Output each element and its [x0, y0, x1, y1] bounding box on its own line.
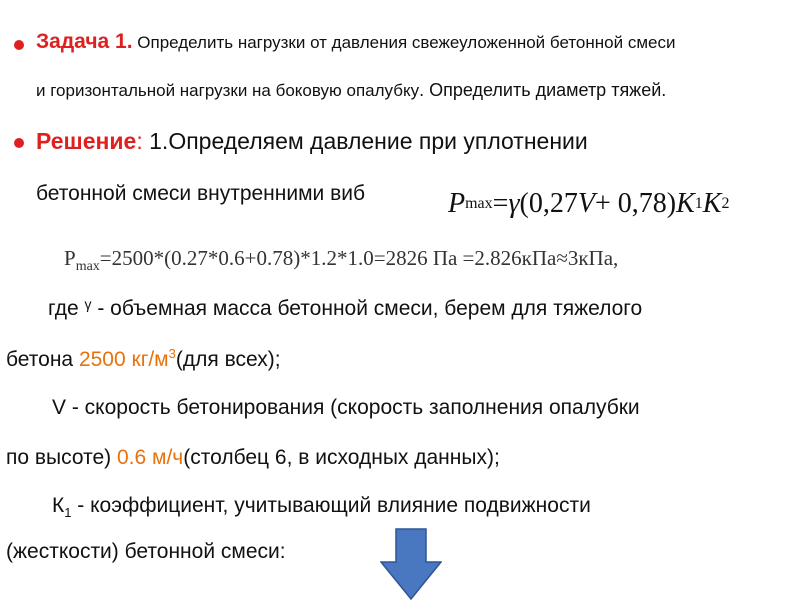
solution-line-1	[36, 128, 588, 155]
formula-gamma: γ	[508, 188, 520, 219]
k1-def-sub: 1	[64, 505, 72, 521]
down-arrow-icon	[380, 528, 442, 600]
v-def-2b: (столбец 6, в исходных данных);	[183, 446, 500, 469]
task-heading: Задача 1.	[36, 30, 133, 53]
formula-lhs: P	[448, 188, 466, 219]
formula-v: V	[577, 188, 595, 219]
solution-heading: Решение	[36, 128, 137, 154]
formula-k2: K	[702, 188, 722, 219]
formula-equals: =	[492, 188, 509, 219]
calc-prefix: P	[64, 246, 76, 270]
formula-k2-sub: 2	[721, 195, 730, 212]
v-def-1: V - скорость бетонирования (скорость заполнения опалубки	[52, 396, 640, 419]
k1-def-2: (жесткости) бетонной смеси:	[6, 540, 286, 563]
pressure-formula	[448, 178, 792, 230]
bullet-icon	[14, 138, 24, 148]
solution-text-1: 1.Определяем давление при уплотнении	[142, 128, 588, 154]
k1-def-a: К	[52, 494, 65, 517]
k1-definition-2	[6, 540, 286, 564]
gamma-value-sup: 3	[168, 346, 176, 361]
solution-line-2	[36, 182, 365, 206]
formula-close: + 0,78)	[594, 188, 677, 219]
v-definition-1	[52, 396, 640, 420]
gamma-def-2b: (для всех);	[175, 348, 281, 371]
calc-expression: =2500*(0.27*0.6+0.78)*1.2*1.0=2826 Па =2.826кПа≈3кПа,	[99, 246, 619, 270]
v-def-2a: по высоте)	[6, 446, 117, 469]
k1-def-b: - коэффициент, учитывающий влияние подвижности	[71, 494, 591, 517]
task-text-2a: и горизонтальной нагрузки на боковую опалубку	[36, 81, 420, 100]
task-line-1	[36, 30, 675, 54]
solution-text-2: бетонной смеси внутренними виб	[36, 182, 366, 205]
gamma-definition-1	[48, 296, 642, 321]
v-definition-2	[6, 446, 500, 470]
task-text-2b: . Определить диаметр тяжей.	[419, 80, 667, 100]
v-value: 0.6 м/ч	[116, 446, 184, 469]
task-text-1: Определить нагрузки от давления свежеуложенной бетонной смеси	[132, 33, 676, 52]
formula-k1: K	[676, 188, 695, 219]
gamma-symbol: γ	[84, 296, 92, 312]
solution-colon: :	[136, 128, 143, 154]
bullet-icon	[14, 40, 24, 50]
gamma-definition-2	[6, 346, 281, 372]
formula-k1-sub: 1	[694, 195, 703, 212]
gamma-def-a: где	[48, 297, 85, 320]
k1-definition-1	[52, 494, 591, 520]
calculation-line	[64, 246, 618, 275]
gamma-def-2a: бетона	[6, 348, 79, 371]
calc-sub: max	[75, 259, 100, 275]
gamma-value: 2500 кг/м	[78, 348, 169, 371]
gamma-def-b: - объемная масса бетонной смеси, берем для тяжелого	[91, 297, 643, 320]
task-line-2	[36, 80, 666, 101]
formula-open: (0,27	[519, 188, 578, 219]
formula-lhs-sub: max	[465, 195, 493, 212]
